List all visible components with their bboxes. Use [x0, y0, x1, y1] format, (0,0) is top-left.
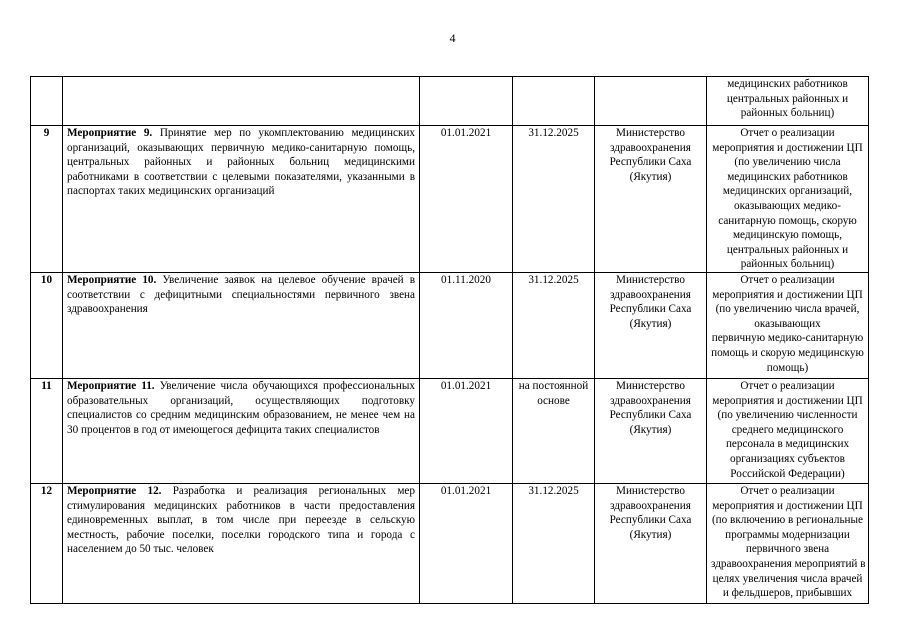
org-line: (Якутия) — [629, 423, 672, 436]
activity-text: Увеличение числа обучающихся профессиональных образовательных организаций, осуществляющих подготовку специалистов со средним медицинским образованием, не менее чем на 30 процентов в год от имеющегося дефицита таких специалистов — [67, 379, 415, 436]
report-line: (по увеличению численности — [717, 409, 858, 422]
report-line: (по включению в региональные — [711, 514, 864, 527]
start-date — [420, 77, 513, 126]
org-line: (Якутия) — [629, 317, 672, 330]
activity-label: Мероприятие 12. — [67, 484, 162, 497]
report-line: организациях субъектов — [730, 452, 845, 465]
report-line: (по увеличению числа врачей, — [715, 303, 860, 316]
activity-cell — [63, 272, 420, 378]
report-line: санитарную помощь, скорую — [718, 214, 857, 227]
start-date: 01.01.2021 — [420, 483, 513, 603]
report-line: медицинскую помощь, — [732, 229, 843, 242]
report-line: районных больниц) — [740, 258, 835, 271]
report-line: среднего медицинского — [731, 423, 844, 436]
org-line: (Якутия) — [629, 528, 672, 541]
report-line: мероприятия и достижении ЦП — [712, 141, 863, 154]
org-line: здравоохранения — [610, 394, 691, 407]
org-line: Республики Саха — [609, 156, 692, 169]
org-line: здравоохранения — [610, 141, 691, 154]
table-row — [31, 77, 869, 126]
report-line: мероприятия и достижении ЦП — [712, 394, 863, 407]
report-line: целях увеличения числа врачей — [712, 572, 863, 585]
org-line: Министерство — [616, 127, 685, 139]
responsible-org — [595, 77, 707, 126]
report-form — [707, 77, 869, 126]
end-date: на постоянной основе — [513, 378, 595, 483]
table-row — [31, 272, 869, 378]
report-line: мероприятия и достижении ЦП — [712, 288, 863, 301]
table-row — [31, 126, 869, 273]
report-line: Отчет о реализации — [740, 484, 835, 497]
activity-text: Разработка и реализация региональных мер стимулирования медицинских работников в части предоставления единовременных выплат, в том числе при переезде в сельскую местность, рабочие поселки, поселки городского типа и города с населением до 50 тыс. человек — [67, 484, 415, 556]
report-form — [707, 483, 869, 603]
report-line: Российской Федерации) — [730, 467, 845, 480]
report-line: медицинских работников — [727, 170, 848, 183]
activity-cell — [63, 378, 420, 483]
report-line: и фельдшеров, прибывших — [722, 587, 853, 600]
report-line: центральных районных и — [726, 92, 849, 105]
activity-label: Мероприятие 11. — [67, 379, 155, 392]
report-line: персонала в медицинских — [725, 438, 850, 451]
page-number: 4 — [449, 31, 456, 45]
responsible-org — [595, 483, 707, 603]
activities-table — [30, 76, 869, 604]
row-number: 10 — [31, 272, 63, 378]
activity-cell — [63, 126, 420, 273]
report-line: мероприятия и достижении ЦП — [712, 499, 863, 512]
report-form — [707, 272, 869, 378]
activity-label: Мероприятие 9. — [67, 127, 153, 139]
report-line: районных больниц) — [740, 107, 835, 120]
row-number: 12 — [31, 483, 63, 603]
activity-label: Мероприятие 10. — [67, 273, 157, 286]
activity-text: Принятие мер по укомплектованию медицинских организаций, оказывающих первичную медико-санитарную помощь, центральных районных и районных больниц медицинскими работниками в соответствии с целевыми показателями, указанными в паспортах таких медицинских организаций — [67, 127, 415, 198]
end-date — [513, 77, 595, 126]
responsible-org — [595, 272, 707, 378]
org-line: (Якутия) — [629, 170, 672, 183]
report-line: оказывающих медико- — [734, 199, 841, 212]
report-line: первичную медико-санитарную — [711, 332, 864, 345]
report-line: медицинских работников — [727, 78, 848, 90]
org-line: Министерство — [616, 273, 685, 286]
report-line: помощь) — [766, 361, 809, 374]
report-line: программы модернизации — [725, 528, 850, 541]
org-line: здравоохранения — [610, 288, 691, 301]
table-row — [31, 483, 869, 603]
report-line: оказывающих — [754, 317, 821, 330]
org-line: Министерство — [616, 379, 685, 392]
report-line: (по увеличению числа — [734, 156, 841, 169]
responsible-org — [595, 126, 707, 273]
start-date: 01.01.2021 — [420, 126, 513, 273]
start-date: 01.01.2021 — [420, 378, 513, 483]
report-line: Отчет о реализации — [740, 127, 835, 139]
org-line: Республики Саха — [609, 514, 692, 527]
report-form — [707, 378, 869, 483]
row-number — [31, 77, 63, 126]
report-line: помощь и скорую медицинскую — [711, 346, 864, 359]
org-line: Министерство — [616, 484, 685, 497]
report-line: Отчет о реализации — [740, 379, 835, 392]
end-date: 31.12.2025 — [513, 483, 595, 603]
report-line: центральных районных и — [726, 243, 849, 256]
end-date: 31.12.2025 — [513, 126, 595, 273]
responsible-org — [595, 378, 707, 483]
start-date: 01.11.2020 — [420, 272, 513, 378]
org-line: здравоохранения — [610, 499, 691, 512]
activity-cell — [63, 483, 420, 603]
org-line: Республики Саха — [609, 303, 692, 316]
activity-text: Увеличение заявок на целевое обучение врачей в соответствии с дефицитными специальностями первичного звена здравоохранения — [67, 273, 415, 316]
table-row — [31, 378, 869, 483]
report-line: первичного звена — [745, 543, 830, 556]
report-line: здравоохранения мероприятий в — [711, 557, 866, 570]
org-line: Республики Саха — [609, 409, 692, 422]
report-line: медицинских организаций, — [722, 185, 853, 198]
report-form — [707, 126, 869, 273]
activity-cell — [63, 77, 420, 126]
report-line: Отчет о реализации — [740, 273, 835, 286]
end-date: 31.12.2025 — [513, 272, 595, 378]
row-number: 9 — [31, 126, 63, 273]
row-number: 11 — [31, 378, 63, 483]
